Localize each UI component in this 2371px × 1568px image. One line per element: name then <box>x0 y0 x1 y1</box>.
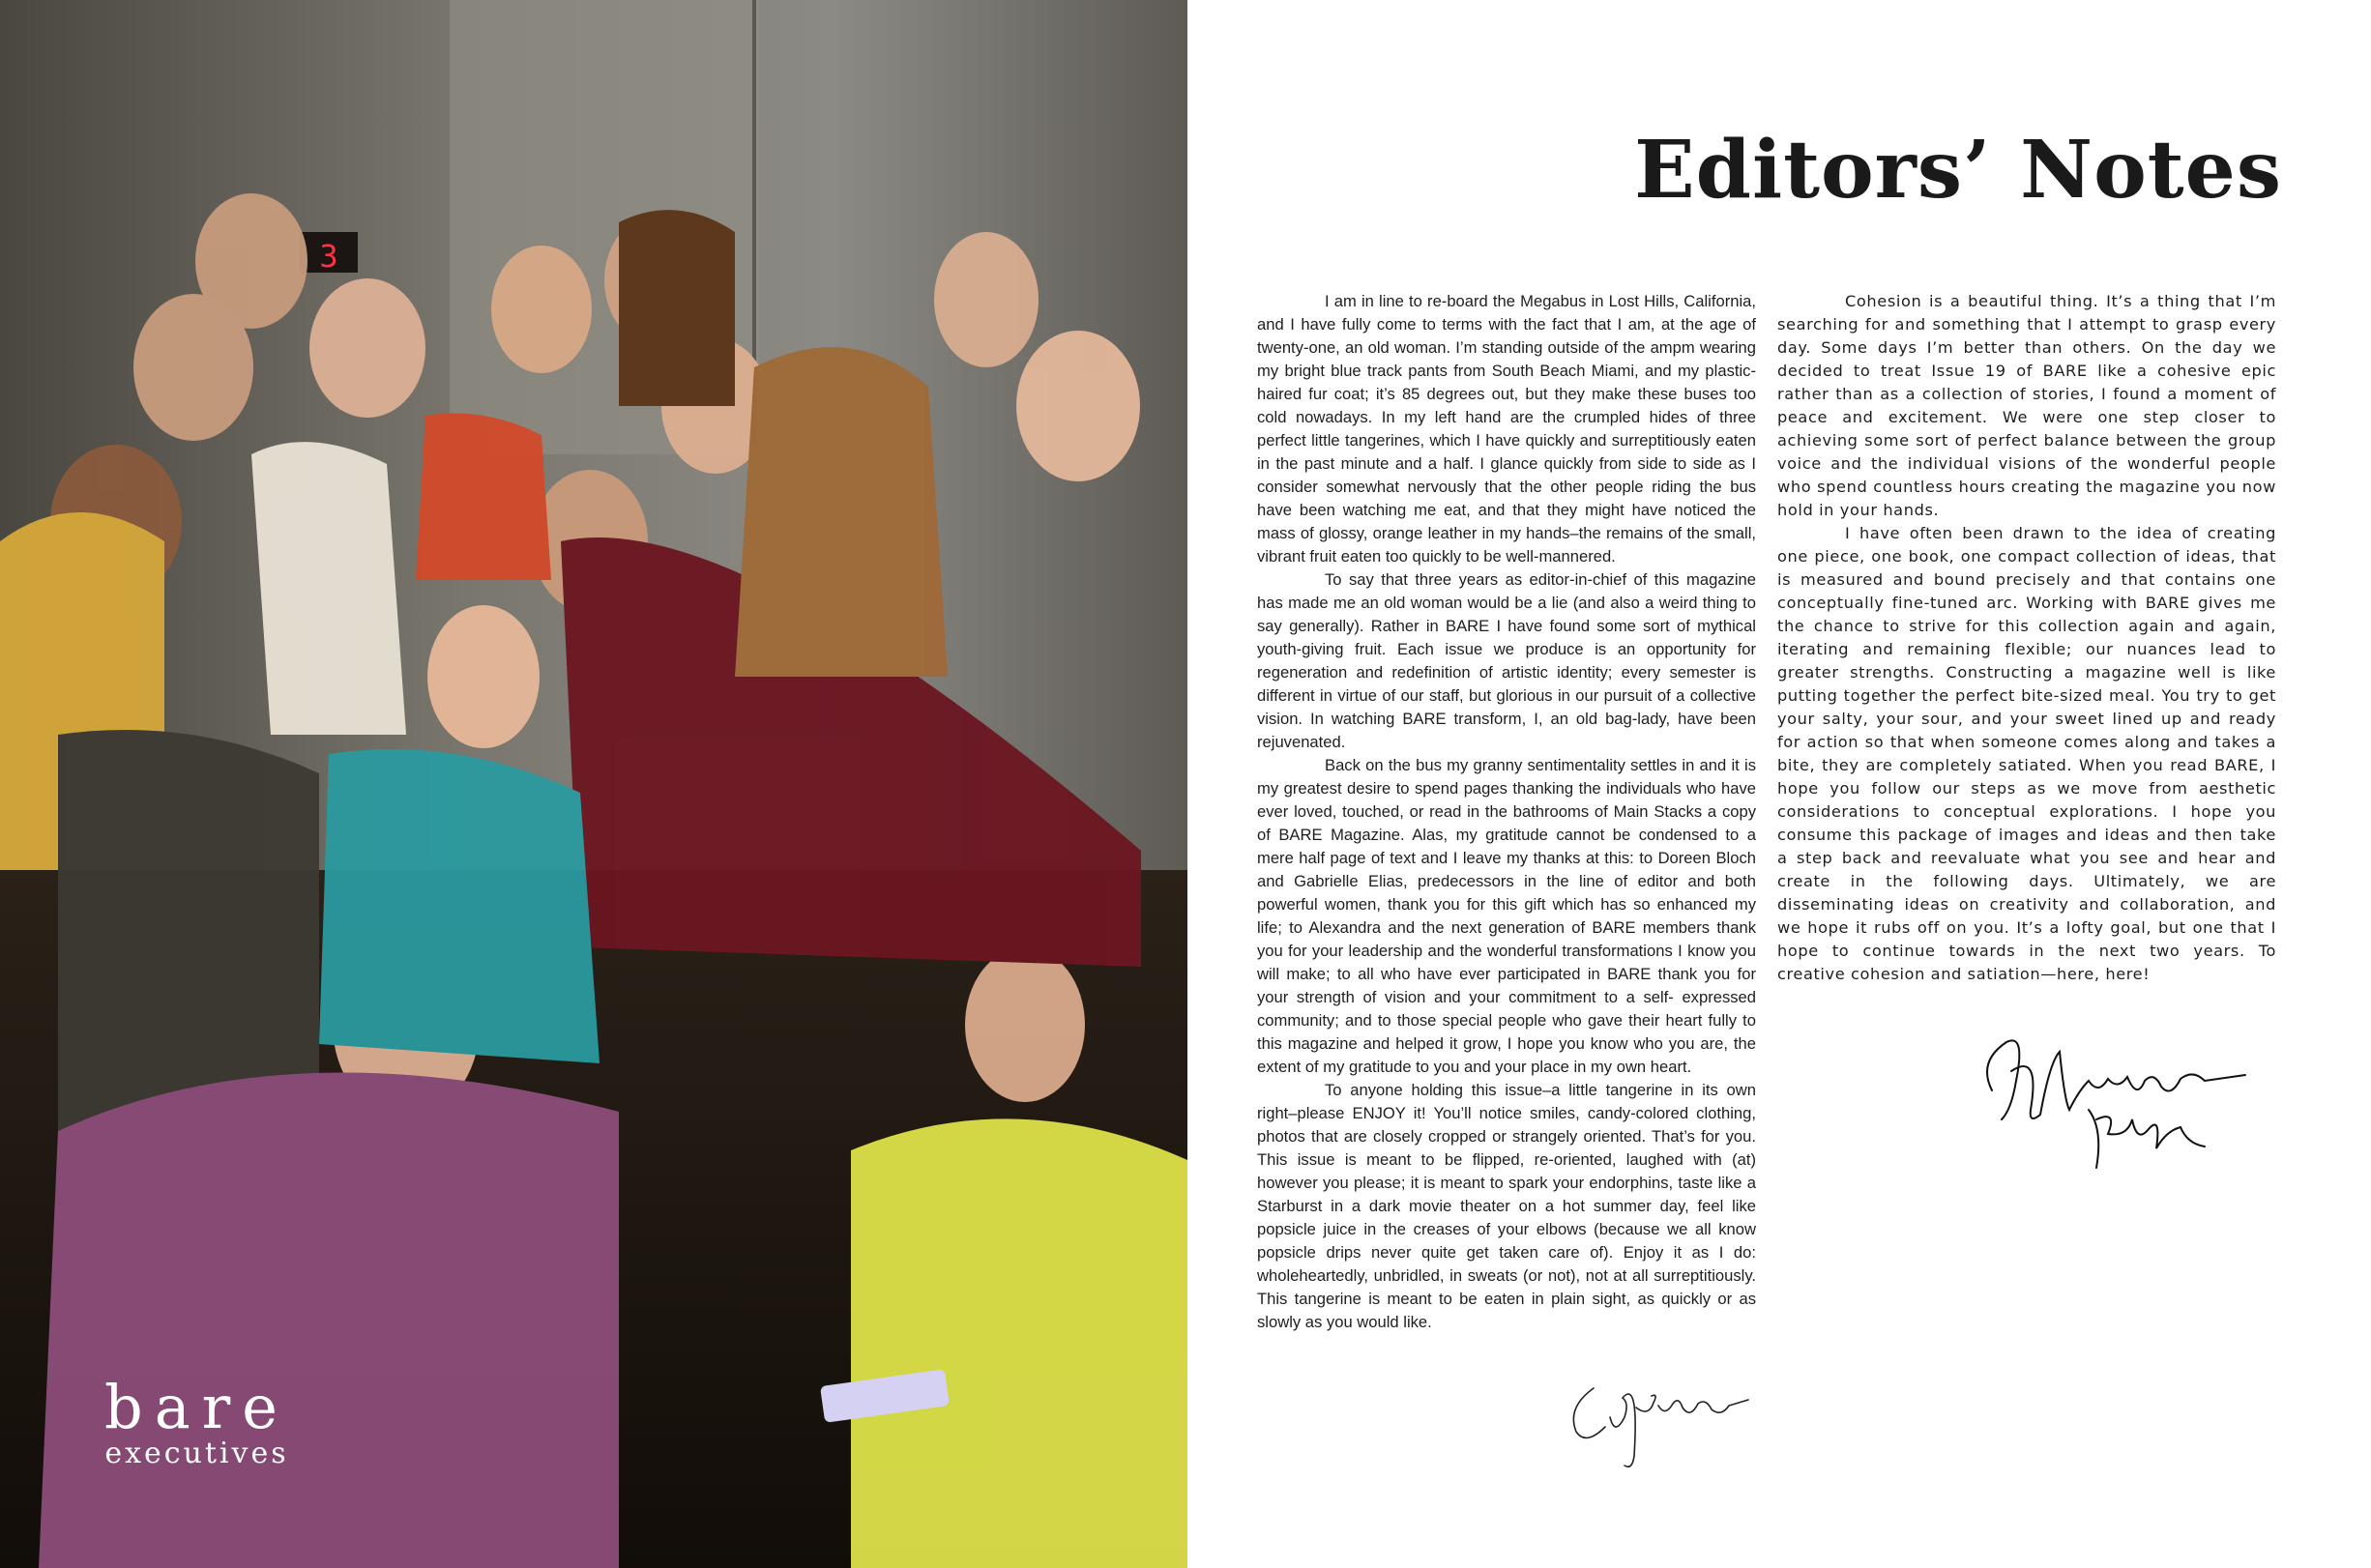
paragraph: Cohesion is a beautiful thing. It’s a thing that I’m searching for and something that I attempt to grasp every day. Some days I’m better than others. On the day we decided to treat Issue 19 of BARE like a cohesive epic rather than as a collection of stories, I found a moment of peace and excitement. We were one step closer to achieving some sort of perfect balance between the group voice and the individual visions of the wonderful people who spend countless hours creating the magazine you now hold in your hands. <box>1777 292 2276 519</box>
paragraph: To say that three years as editor-in-chief of this magazine has made me an old woman would be a lie (and also a weird thing to say generally). Rather in BARE I have found some sort of mythical youth-giving fruit. Each issue we produce is an opportunity for regeneration and redefinition of artistic identity; every semester is different in virtue of our staff, but glorious in our pursuit of a collective vision. In watching BARE transform, I, an old bag-lady, have been rejuvenated. <box>1257 570 1756 751</box>
caption-bare: bare <box>104 1372 289 1442</box>
signature-cecilia-lawson <box>1557 1350 1750 1475</box>
page-title: Editors’ Notes <box>1634 124 2282 217</box>
signature-alexandra-pink <box>1973 1023 2263 1177</box>
paragraph: To anyone holding this issue–a little tangerine in its own right–please ENJOY it! You’ll notice smiles, candy-colored clothing, photos that are closely cropped or strangely oriented. That’s for you. This issue is meant to be flipped, re-oriented, laughed with (at) however you please; it is meant to spark your endorphins, taste like a Starburst in a dark movie theater on a hot summer day, feel like popsicle juice in the creases of your elbows (because we all know popsicle drips never quite get taken care of). Enjoy it as I do: wholeheartedly, unbridled, in sweats (or not), not at all surreptitiously. This tangerine is meant to be eaten in plain sight, as quickly or as slowly as you would like. <box>1257 1081 1756 1331</box>
floor-indicator: 3 <box>319 238 338 275</box>
editor-note-right-column <box>1777 290 2276 986</box>
paragraph: I have often been drawn to the idea of creating one piece, one book, one compact collection of ideas, that is measured and bound precisely and that contains one conceptually fine-tuned arc. Working with BARE gives me the chance to strive for this collection again and again, iterating and remaining flexible; our nuances lead to greater strengths. Constructing a magazine well is like putting together the perfect bite-sized meal. You try to get your salty, your sour, and your sweet lined up and ready for action so that when someone comes along and takes a bite, they are completely satiated. When you read BARE, I hope you follow our steps as we move from aesthetic considerations to conceptual explorations. I hope you consume this package of images and ideas and then take a step back and reevaluate what you see and hear and create in the following days. Ultimately, we are disseminating ideas on creativity and collaboration, and we hope it rubs off on you. It’s a lofty goal, but one that I hope to continue towards in the next two years. To creative cohesion and satiation—here, here! <box>1777 524 2276 983</box>
editor-note-left-column <box>1257 290 1756 1334</box>
caption-executives: executives <box>104 1437 289 1470</box>
photo-caption <box>104 1372 289 1470</box>
paragraph: I am in line to re-board the Megabus in Lost Hills, California, and I have fully come to terms with the fact that I am, at the age of twenty-one, an old woman. I’m standing outside of the ampm wearing my bright blue track pants from South Beach Miami, and my plastic-haired fur coat; it’s 85 degrees out, but they make these buses too cold nowadays. In my left hand are the crumpled hides of three perfect little tangerines, which I have quickly and surreptitiously eaten in the past minute and a half. I glance quickly from side to side as I consider somewhat nervously that the other people riding the bus have been watching me eat, and that they might have noticed the mass of glossy, orange leather in my hands–the remains of the small, vibrant fruit eaten too quickly to be well-mannered. <box>1257 292 1756 566</box>
paragraph: Back on the bus my granny sentimentality settles in and it is my greatest desire to spend pages thanking the individuals who have ever loved, touched, or read in the bathrooms of Main Stacks a copy of BARE Magazine. Alas, my gratitude cannot be condensed to a mere half page of text and I leave my thanks at this: to Doreen Bloch and Gabrielle Elias, predecessors in the line of editor and both powerful women, thank you for this gift which has so enhanced my life; to Alexandra and the next generation of BARE members thank you for your leadership and the wonderful transformations I know you will make; to all who have ever participated in BARE thank you for your strength of vision and your commitment to a self- expressed community; and to those special people who gave their heart fully to this magazine and helped it grow, I hope you know who you are, the extent of my gratitude to you and your place in my own heart. <box>1257 756 1756 1076</box>
